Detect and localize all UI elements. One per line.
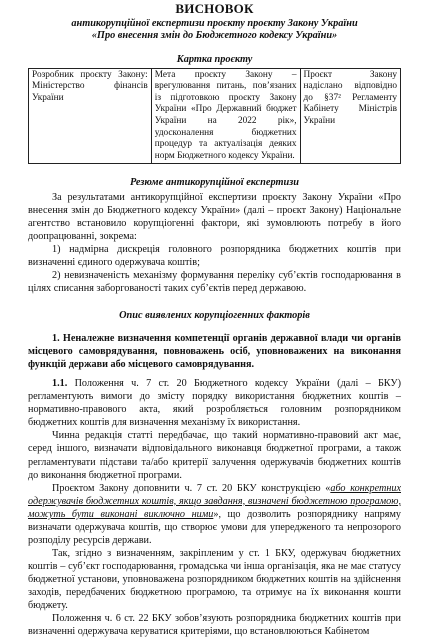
paragraph-current-edition: Чинна редакція статті передбачає, що такий нормативно-правовий акт має, серед іншого, визначати відповідального виконавця бюджетної програми, а також регламентувати підстави та/або критерії залучення одержувачів бюджетних коштів до виконання бюджетної програми.	[28, 430, 401, 481]
factors-heading: Опис виявлених корупціогенних факторів	[119, 309, 310, 321]
document-subtitle-line2: «Про внесення змін до Бюджетного кодексу України»	[91, 30, 338, 42]
paragraph-definition: Так, згідно з визначенням, закріпленим у ст. 1 БКУ, одержувач бюджетних коштів – суб’єкт господарювання, громадська чи інша організація, яка не має статусу бюджетної установи, уповноважена розпорядником бюджетних коштів на здійснення заходів, передбачених бюджетною програмою, та отримує на їх виконання кошти бюджету.	[28, 547, 401, 612]
document-title: ВИСНОВОК	[175, 1, 254, 16]
resume-intro: За результатами антикорупційної експертизи проєкту Закону України «Про внесення змін до Бюджетного кодексу України» (далі – проєкт Закону) Національне агентство встановило корупціогенні фактори, які зумовлюють потребу в його доопрацюванні, зокрема:	[28, 191, 401, 242]
resume-item-2: 2) невизначеність механізму формування переліку суб’єктів господарювання в цілях списання заборгованості таких суб’єктів перед державою.	[28, 269, 401, 294]
amendment-text-a: Проєктом Закону доповнити ч. 7 ст. 20 БКУ конструкцією «	[52, 482, 331, 494]
paragraph-amendment	[28, 482, 401, 547]
paragraph-1-1	[28, 377, 401, 429]
card-submission-cell: Проєкт Закону надіслано відповідно до §37² Регламенту Кабінету Міністрів України	[300, 68, 400, 164]
factor-1-heading: 1. Неналежне визначення компетенції органів державної влади чи органів місцевого самоврядування, повноважень осіб, уповноважених на виконання функцій держави або місцевого самоврядування.	[28, 333, 401, 371]
resume-heading: Резюме антикорупційної експертизи	[130, 177, 299, 189]
card-developer-cell: Розробник проєкту Закону: Міністерство фінансів України	[29, 68, 152, 164]
card-heading: Картка проєкту	[176, 54, 253, 66]
document-subtitle-line1: антикорупційної експертизи проєкту проєкту Закону України	[71, 17, 358, 29]
project-card-table	[28, 68, 401, 165]
amendment-text-b: », що дозволить розпоряднику напряму визначати одержувача коштів, що створює умови для упередженого та непрозорого розподілу ресурсів держави.	[28, 508, 401, 546]
card-purpose-cell: Мета проєкту Закону – врегулювання питань, пов’язаних із підготовкою проєкту Закону України «Про Державний бюджет України на 2022 рік», удосконалення бюджетних процедур та актуалізація деяких норм Бюджетного кодексу України.	[151, 68, 300, 164]
amendment-quote: або конкретних одержувачів бюджетних коштів, якщо завдання, визначені бюджетною програмою, можуть бути виконані виключно ними	[28, 482, 401, 520]
paragraph-1-1-text: Положення ч. 7 ст. 20 Бюджетного кодексу України (далі – БКУ) регламентують вимоги до змісту порядку використання бюджетних коштів – нормативно-правового акта, який розробляється головним розпорядником бюджетних коштів для визначення механізму їх використання.	[28, 378, 402, 429]
paragraph-1-1-number: 1.1.	[52, 378, 68, 390]
paragraph-article-22: Положення ч. 6 ст. 22 БКУ зобов’язують розпорядника бюджетних коштів при визначенні одержувача керуватися критеріями, що встановлюються Кабінетом	[28, 613, 401, 638]
resume-item-1: 1) надмірна дискреція головного розпорядника бюджетних коштів при визначенні єдиного одержувача коштів;	[28, 243, 401, 268]
